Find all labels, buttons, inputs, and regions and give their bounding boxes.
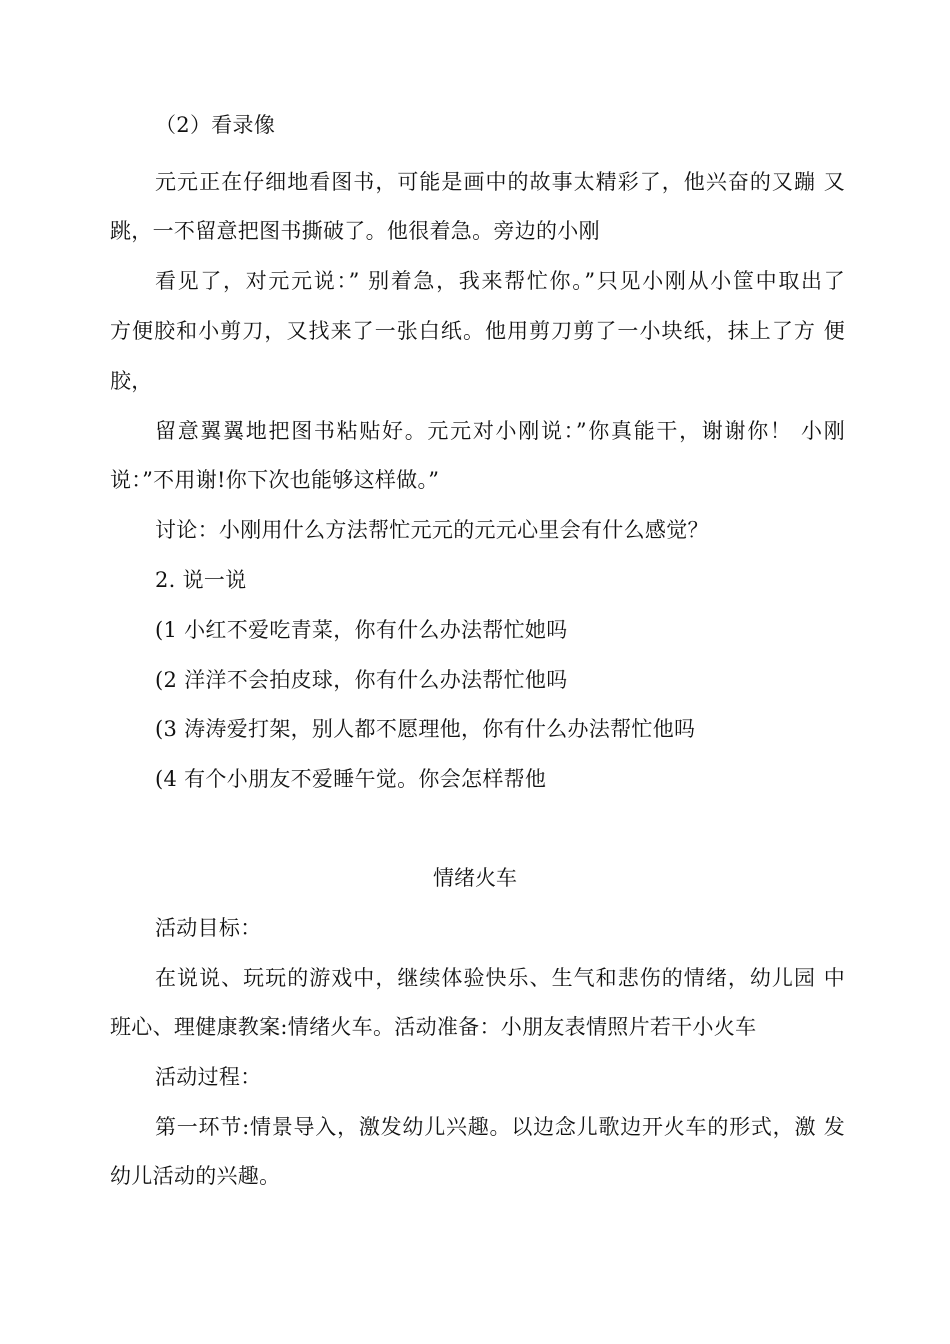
story-line-6: 留意翼翼地把图书粘贴好。元元对小刚说：”你真能干，谢谢你！ 小刚 — [155, 419, 845, 443]
story-line-1: 元元正在仔细地看图书，可能是画中的故事太精彩了，他兴奋的又蹦 又 — [155, 170, 845, 194]
discussion-prompt: 讨论：小刚用什么方法帮忙元元的元元心里会有什么感觉？ — [155, 518, 709, 542]
question-2: (2 洋洋不会拍皮球，你有什么办法帮忙他吗 — [155, 668, 568, 692]
goal-line-1: 在说说、玩玩的游戏中，继续体验快乐、生气和悲伤的情绪，幼儿园 中 — [155, 966, 845, 990]
process-label: 活动过程： — [155, 1065, 262, 1089]
process-line-2: 幼儿活动的兴趣。 — [110, 1164, 281, 1188]
story-line-5: 胶， — [110, 369, 153, 393]
story-line-4: 方便胶和小剪刀，又找来了一张白纸。他用剪刀剪了一小块纸，抹上了方 便 — [110, 319, 845, 343]
subheading-say: 2. 说一说 — [155, 568, 247, 592]
section-heading-video: （2）看录像 — [155, 113, 276, 137]
question-3: (3 涛涛爱打架，别人都不愿理他，你有什么办法帮忙他吗 — [155, 717, 696, 741]
story-line-3: 看见了，对元元说：” 别着急，我来帮忙你。”只见小刚从小筐中取出了 — [155, 269, 845, 293]
goal-label: 活动目标： — [155, 916, 262, 940]
process-line-1: 第一环节:情景导入，激发幼儿兴趣。以边念儿歌边开火车的形式，激 发 — [155, 1115, 845, 1139]
question-1: (1 小红不爱吃青菜，你有什么办法帮忙她吗 — [155, 618, 568, 642]
story-line-2: 跳，一不留意把图书撕破了。他很着急。旁边的小刚 — [110, 219, 600, 243]
story-line-7: 说：”不用谢!你下次也能够这样做。” — [110, 468, 440, 492]
goal-line-2: 班心、理健康教案:情绪火车。活动准备：小朋友表情照片若干小火车 — [110, 1015, 757, 1039]
lesson-title: 情绪火车 — [433, 866, 517, 890]
question-4: (4 有个小朋友不爱睡午觉。你会怎样帮他 — [155, 767, 547, 791]
